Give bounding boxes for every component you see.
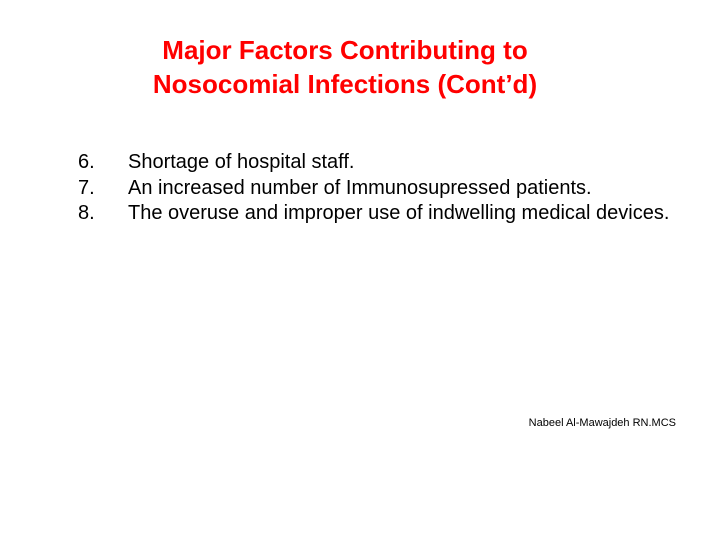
list-item-text: The overuse and improper use of indwelling medical devices.	[128, 202, 670, 224]
list-item-number: 6.	[78, 151, 95, 173]
list-item-text: Shortage of hospital staff.	[128, 151, 355, 173]
list-item-text: An increased number of Immunosupressed patients.	[128, 176, 592, 199]
slide-title-line-1: Major Factors Contributing to	[162, 35, 528, 65]
author-footer: Nabeel Al-Mawajdeh RN.MCS	[528, 417, 676, 429]
factor-list	[78, 150, 708, 227]
list-item	[78, 201, 708, 227]
list-item-number: 8.	[78, 202, 95, 224]
list-item	[78, 150, 708, 176]
list-item-number: 7.	[78, 176, 95, 199]
list-item	[78, 176, 708, 202]
slide-title-line-2: Nosocomial Infections (Cont’d)	[152, 69, 538, 99]
slide-title	[0, 33, 690, 101]
